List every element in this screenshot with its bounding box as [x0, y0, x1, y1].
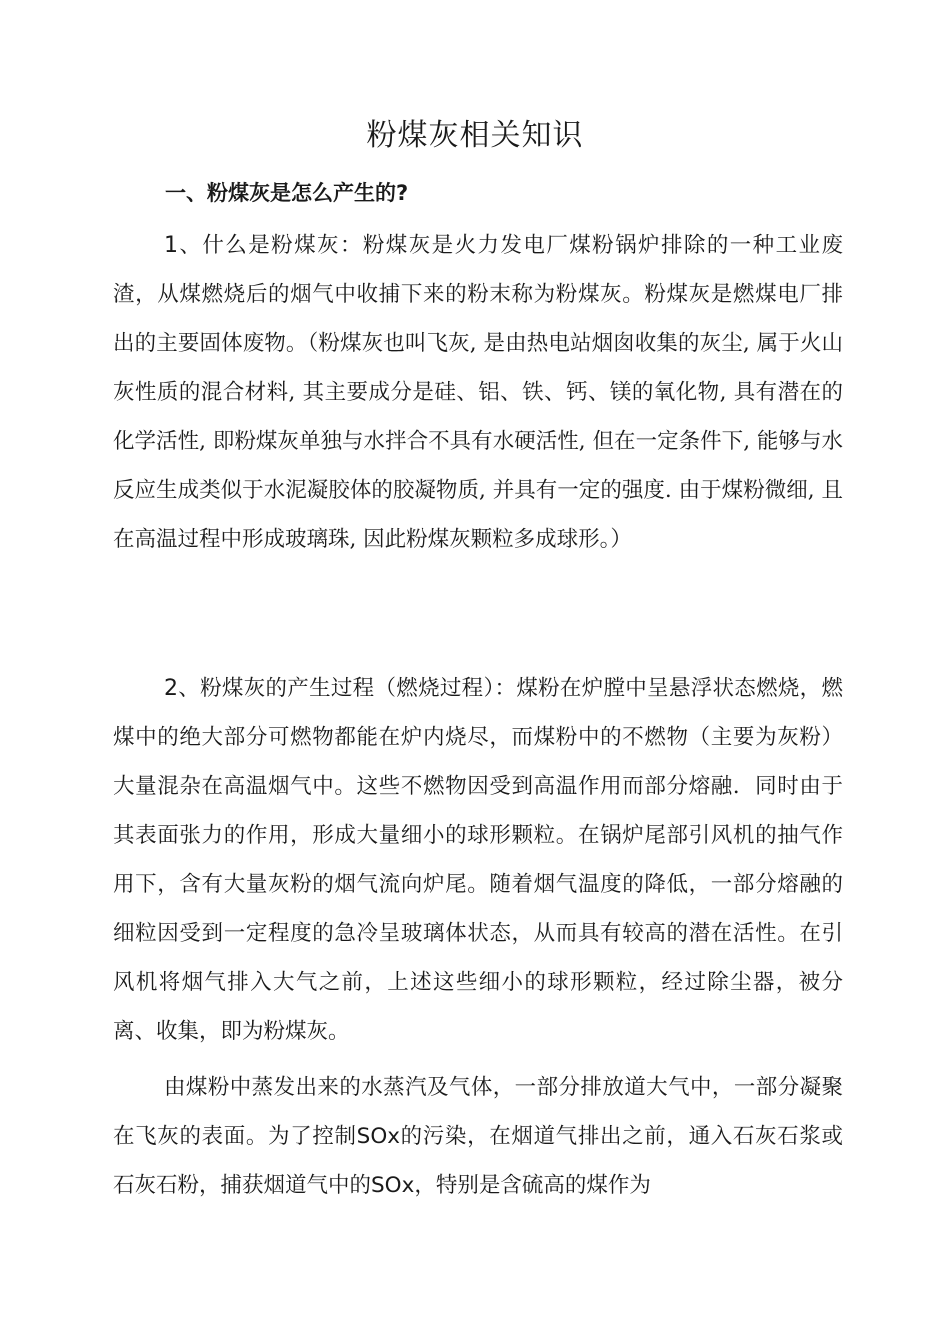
paragraph-lead: 、粉煤灰的产生过程（燃烧过程）：	[178, 676, 517, 701]
paragraph-number: 2	[164, 676, 178, 701]
paragraph-text: ，特别是含硫高的煤作为	[414, 1173, 651, 1198]
paragraph-body: 煤粉在炉膛中呈悬浮状态燃烧，燃煤中的绝大部分可燃物都能在炉内烧尽，而煤粉中的不燃物（主要为灰粉）大量混杂在高温烟气中。这些不燃物因受到高温作用而部分熔融．同时由于其表面张力的作用，形成大量细小的球形颗粒。在锅炉尾部引风机的抽气作用下，含有大量灰粉的烟气流向炉尾。随着烟气温度的降低，一部分熔融的细粒因受到一定程度的急冷呈玻璃体状态，从而具有较高的潜在活性。在引风机将烟气排入大气之前，上述这些细小的球形颗粒，经过除尘器，被分离、收集，即为粉煤灰。	[113, 676, 843, 1044]
paragraph-text: 由煤粉中蒸发出来的水蒸汽及气体，一部分排放道大气中，一部分凝聚在飞灰的表面。为了控制	[113, 1075, 843, 1149]
paragraph-body: 粉煤灰是火力发电厂煤粉锅炉排除的一种工业废渣，从煤燃烧后的烟气中收捕下来的粉末称为粉煤灰。粉煤灰是燃煤电厂排出的主要固体废物。（粉煤灰也叫飞灰, 是由热电站烟囱收集的灰尘, 属于火山灰性质的混合材料, 其主要成分是硅、铝、铁、钙、镁的氧化物, 具有潜在的化学活性, 即粉煤灰单独与水拌合不具有水硬活性, 但在一定条件下, 能够与水反应生成类似于水泥凝胶体的胶凝物质, 并具有一定的强度. 由于煤粉微细, 且在高温过程中形成玻璃珠, 因此粉煤灰颗粒多成球形。）	[113, 233, 843, 552]
paragraph-what-is-fly-ash	[113, 221, 843, 564]
paragraph-production-process	[113, 664, 843, 1056]
paragraph-lead: 、什么是粉煤灰：	[178, 233, 363, 258]
sox-term: SOx	[371, 1173, 415, 1198]
paragraph-number: 1	[164, 233, 178, 258]
document-title: 粉煤灰相关知识	[366, 118, 584, 153]
paragraph-text: 的污染，在烟道气排出之前，通入石灰石浆或石灰石粉，捕获烟道气中的	[113, 1124, 843, 1198]
sox-term: SOx	[356, 1124, 400, 1149]
section-heading: 一、粉煤灰是怎么产生的?	[165, 181, 409, 205]
paragraph-vapor-sox	[113, 1063, 843, 1210]
